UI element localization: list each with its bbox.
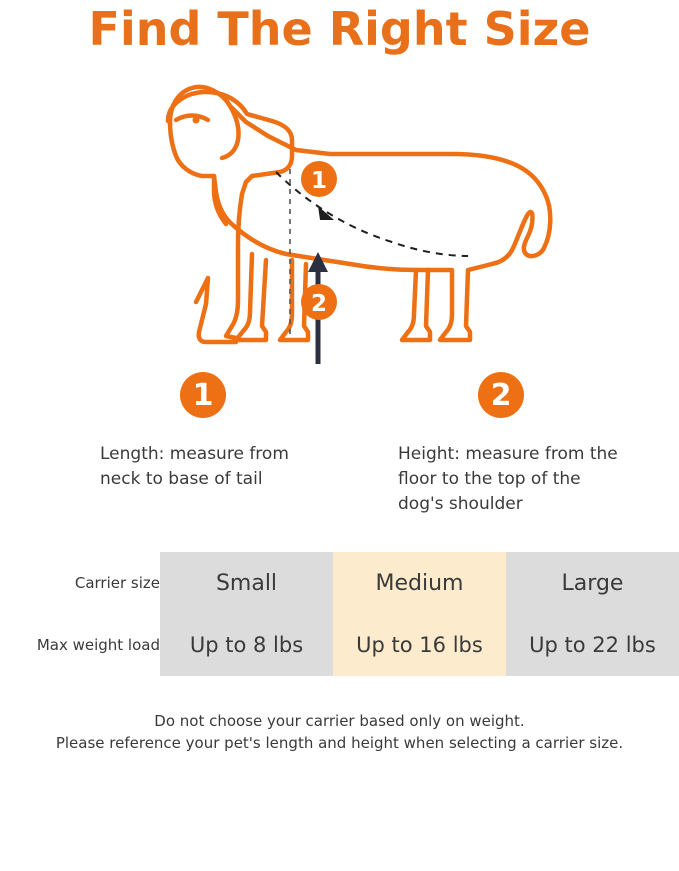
legend-badge-2: 2 — [478, 372, 524, 418]
cell-weight-medium: Up to 16 lbs — [333, 614, 506, 676]
dog-measurement-illustration — [0, 64, 679, 364]
dog-diagram-svg — [0, 64, 679, 364]
marker-2-label: 2 — [310, 291, 328, 317]
cell-weight-large: Up to 22 lbs — [506, 614, 679, 676]
table-row-max-weight — [0, 614, 679, 676]
marker-1-badge — [301, 161, 337, 197]
dog-body-outline — [170, 87, 550, 340]
size-table-wrap — [0, 552, 679, 676]
row-label-carrier-size: Carrier size — [74, 574, 160, 592]
marker-1-label: 1 — [310, 168, 328, 194]
legend-description-2: Height: measure from the floor to the top of the dog's shoulder — [398, 444, 618, 514]
legend-section — [0, 364, 679, 544]
dog-outline-icon — [168, 92, 292, 342]
size-table — [0, 552, 679, 676]
page-title: Find The Right Size — [88, 2, 591, 56]
cell-size-large: Large — [506, 552, 679, 614]
length-arrow-icon — [318, 206, 334, 220]
cell-weight-small: Up to 8 lbs — [160, 614, 333, 676]
legend-badge-1: 1 — [180, 372, 226, 418]
cell-size-small: Small — [160, 552, 333, 614]
marker-2-badge — [301, 284, 337, 320]
legend-description-1: Length: measure from neck to base of tail — [100, 444, 289, 489]
cell-size-medium: Medium — [333, 552, 506, 614]
footnote-line-1: Do not choose your carrier based only on weight. — [154, 712, 525, 730]
table-row-carrier-size — [0, 552, 679, 614]
footnote-line-2: Please reference your pet's length and height when selecting a carrier size. — [55, 734, 624, 752]
footnote — [0, 710, 679, 754]
row-label-max-weight: Max weight load — [36, 636, 160, 654]
